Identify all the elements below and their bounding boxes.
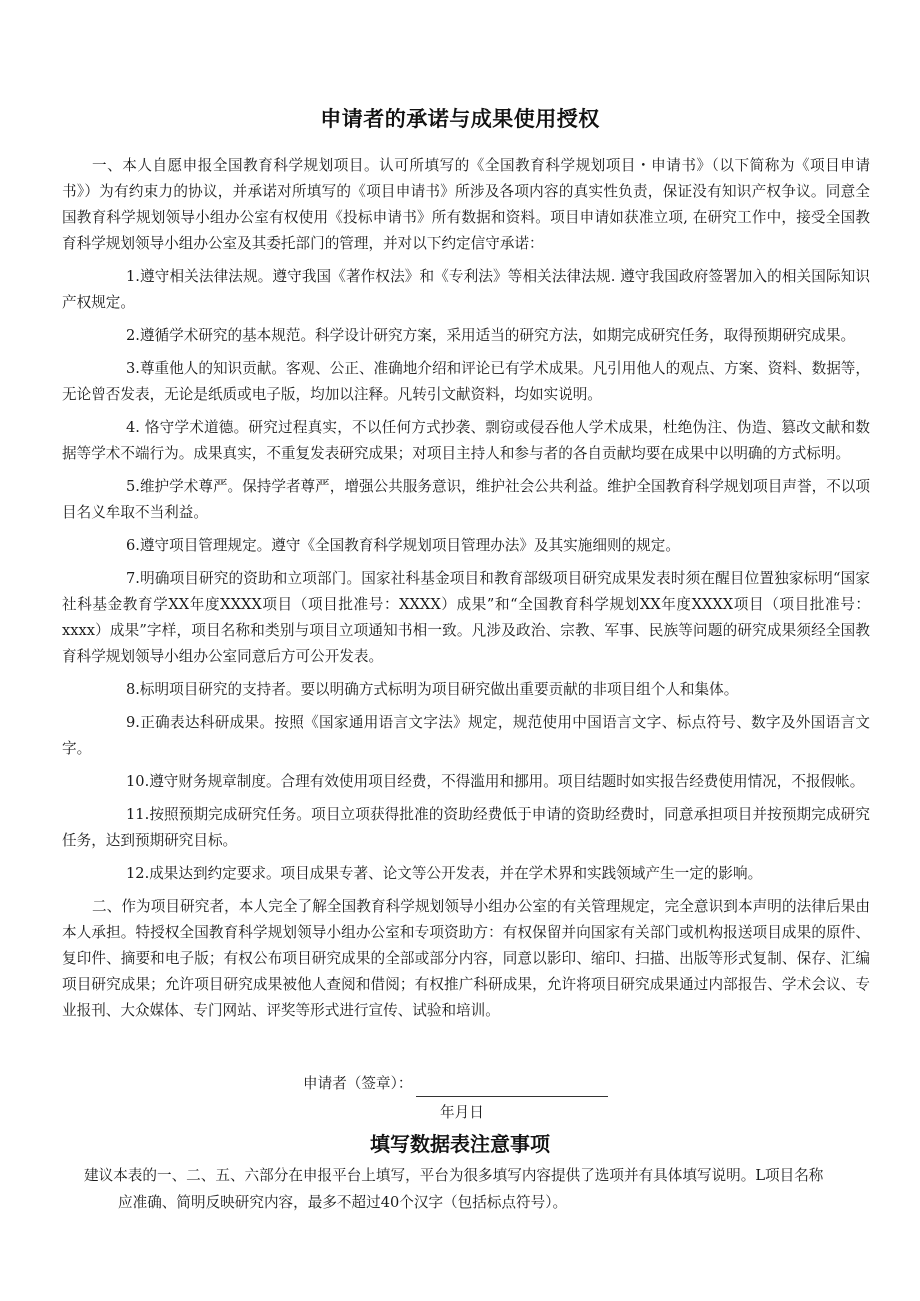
list-item: 11.按照预期完成研究任务。项目立项获得批准的资助经费低于申请的资助经费时，同意承担项目并按预期完成研究任务，达到预期研究目标。 <box>62 806 870 849</box>
commitment-body <box>62 153 870 1024</box>
list-item: 10.遵守财务规章制度。合理有效使用项目经费，不得滥用和挪用。项目结题时如实报告经费使用情况，不报假帐。 <box>126 773 865 790</box>
list-item: 3.尊重他人的知识贡献。客观、公正、准确地介绍和评论已有学术成果。凡引用他人的观点、方案、资料、数据等，无论曾否发表，无论是纸质或电子版，均加以注释。凡转引文献资料，均如实说明。 <box>62 360 870 403</box>
list-item: 7.明确项目研究的资助和立项部门。国家社科基金项目和教育部级项目研究成果发表时须在醒目位置独家标明“国家社科基金教育学XX年度XXXX项目（项目批准号：XXXX）成果”和“全国教育科学规划XX年度XXXX项目（项目批准号：xxxx）成果”字样，项目名称和类别与项目立项通知书相一致。凡涉及政治、宗教、军事、民族等问题的研究成果须经全国教育科学规划领导小组办公室同意后方可公开发表。 <box>62 570 870 665</box>
list-item: 1.遵守相关法律法规。遵守我国《著作权法》和《专利法》等相关法律法规. 遵守我国政府签署加入的相关国际知识产权规定。 <box>62 268 870 311</box>
signature-line <box>416 1079 608 1097</box>
list-item: 12.成果达到约定要求。项目成果专著、论文等公开发表，并在学术界和实践领域产生一定的影响。 <box>126 865 763 882</box>
list-item: 5.维护学术尊严。保持学者尊严，增强公共服务意识，维护社会公共利益。维护全国教育科学规划项目声誉，不以项目名义牟取不当利益。 <box>62 478 870 521</box>
list-item: 6.遵守项目管理规定。遵守《全国教育科学规划项目管理办法》及其实施细则的规定。 <box>126 537 680 554</box>
list-item: 9.正确表达科研成果。按照《国家通用语言文字法》规定，规范使用中国语言文字、标点符号、数字及外国语言文字。 <box>62 714 870 757</box>
list-item: 8.标明项目研究的支持者。要以明确方式标明为项目研究做出重要贡献的非项目组个人和集体。 <box>126 681 739 698</box>
signature-label: 申请者（签章）： <box>303 1075 413 1092</box>
notes-title: 填写数据表注意事项 <box>370 1132 550 1156</box>
list-item: 2.遵循学术研究的基本规范。科学设计研究方案，采用适当的研究方法，如期完成研究任务，取得预期研究成果。 <box>126 327 856 344</box>
date-label: 年月日 <box>440 1104 484 1121</box>
note-line: 建议本表的一、二、五、六部分在申报平台上填写，平台为很多填写内容提供了选项并有具体填写说明。L项目名称 <box>84 1167 824 1184</box>
list-item: 4. 恪守学术道德。研究过程真实，不以任何方式抄袭、剽窃或侵吞他人学术成果，杜绝伪注、伪造、篡改文献和数据等学术不端行为。成果真实，不重复发表研究成果；对项目主持人和参与者的各自贡献均要在成果中以明确的方式标明。 <box>62 419 870 462</box>
note-line: 应准确、简明反映研究内容，最多不超过40个汉字（包括标点符号）。 <box>118 1194 568 1211</box>
page-title: 申请者的承诺与成果使用授权 <box>320 107 600 131</box>
section-two-paragraph: 二、作为项目研究者，本人完全了解全国教育科学规划领导小组办公室的有关管理规定，完全意识到本声明的法律后果由本人承担。特授权全国教育科学规划领导小组办公室和专项资助方：有权保留并向国家有关部门或机构报送项目成果的原件、复印件、摘要和电子版；有权公布项目研究成果的全部或部分内容，同意以影印、缩印、扫描、出版等形式复制、保存、汇编项目研究成果；允许项目研究成果被他人查阅和借阅；有权推广科研成果，允许将项目研究成果通过内部报告、学术会议、专业报刊、大众媒体、专门网站、评奖等形式进行宣传、试验和培训。 <box>62 898 870 1019</box>
signature-row <box>303 1071 703 1097</box>
section-one-paragraph: 一、本人自愿申报全国教育科学规划项目。认可所填写的《全国教育科学规划项目・申请书》（以下简称为《项目申请书》）为有约束力的协议，并承诺对所填写的《项目申请书》所涉及各项内容的真实性负责，保证没有知识产权争议。同意全国教育科学规划领导小组办公室有权使用《投标申请书》所有数据和资料。项目申请如获准立项, 在研究工作中，接受全国教育科学规划领导小组办公室及其委托部门的管理，并对以下约定信守承诺： <box>62 157 870 252</box>
notes-body <box>84 1162 876 1216</box>
